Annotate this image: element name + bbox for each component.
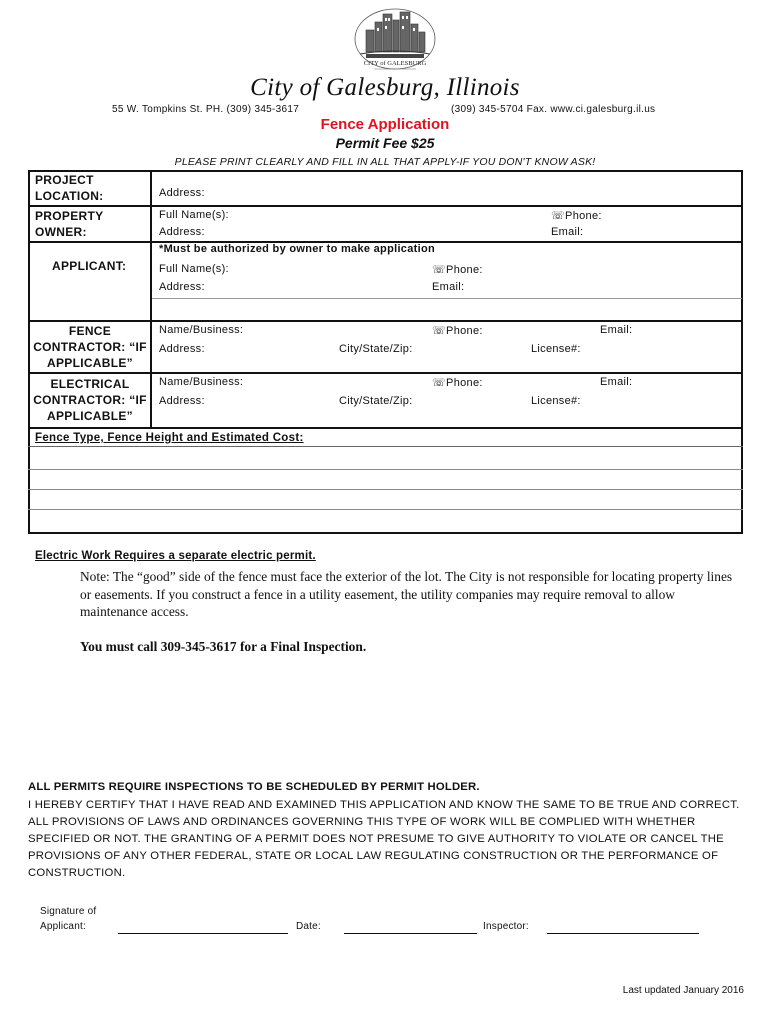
fence-contractor-label: FENCE CONTRACTOR: “IF APPLICABLE”: [33, 324, 147, 370]
fence-phone-field[interactable]: ☏Phone:: [432, 325, 483, 337]
applicant-address-field[interactable]: Address:: [159, 281, 205, 293]
fence-type-label: Fence Type, Fence Height and Estimated Cost:: [35, 432, 304, 444]
owner-email-field[interactable]: Email:: [551, 226, 584, 238]
inspection-heading: ALL PERMITS REQUIRE INSPECTIONS TO BE SCHEDULED BY PERMIT HOLDER.: [28, 781, 480, 793]
city-title: City of Galesburg, Illinois: [250, 74, 520, 101]
fence-address-field[interactable]: Address:: [159, 343, 205, 355]
address-phone: 55 W. Tompkins St. PH. (309) 345-3617: [112, 104, 300, 115]
fence-type-field[interactable]: [30, 447, 741, 532]
elec-city-field[interactable]: City/State/Zip:: [339, 395, 413, 407]
svg-text:CITY of GALESBURG: CITY of GALESBURG: [363, 60, 427, 67]
owner-address-field[interactable]: Address:: [159, 226, 205, 238]
inspector-label: Inspector:: [483, 921, 529, 932]
signature-label-line1: Signature of: [40, 906, 97, 917]
electrical-contractor-label: ELECTRICAL CONTRACTOR: “IF APPLICABLE”: [33, 377, 147, 423]
applicant-name-field[interactable]: Full Name(s):: [159, 263, 229, 275]
instructions: PLEASE PRINT CLEARLY AND FILL IN ALL THAT APPLY-IF YOU DON'T KNOW ASK!: [174, 156, 596, 168]
fence-license-field[interactable]: License#:: [531, 343, 581, 355]
fence-name-field[interactable]: Name/Business:: [159, 324, 244, 336]
electric-permit-note: Electric Work Requires a separate electric permit.: [35, 550, 316, 562]
form-title: Fence Application: [320, 116, 450, 133]
inspector-line[interactable]: [547, 933, 699, 934]
final-inspection-note: You must call 309-345-3617 for a Final Inspection.: [80, 639, 367, 654]
last-updated: Last updated January 2016: [622, 985, 744, 996]
property-owner-label: PROPERTY OWNER:: [35, 209, 104, 239]
fence-note: Note: The “good” side of the fence must face the exterior of the lot. The City is not responsible for locating property lines or easements. If you construct a fence in a utility easement, the utility companies may require removal to allow maintenance access.: [80, 569, 733, 619]
signature-label-line2: Applicant:: [40, 921, 86, 932]
elec-license-field[interactable]: License#:: [531, 395, 581, 407]
project-location-label: PROJECT LOCATION:: [35, 173, 104, 203]
applicant-phone-field[interactable]: ☏Phone:: [432, 264, 483, 276]
elec-email-field[interactable]: Email:: [600, 376, 633, 388]
certification-text: I HEREBY CERTIFY THAT I HAVE READ AND EXAMINED THIS APPLICATION AND KNOW THE SAME TO BE TRUE AND CORRECT. ALL PROVISIONS OF LAWS AND ORDINANCES GOVERNING THIS TYPE OF WORK WILL BE COMPLIED WITH WHETHER SPECIFIED OR NOT. THE GRANTING OF A PERMIT DOES NOT PRESUME TO GIVE AUTHORITY TO VIOLATE OR CANCEL THE PROVISIONS OF ANY OTHER FEDERAL, STATE OR LOCAL LAW REGULATING CONSTRUCTION OR THE PERFORMANCE OF CONSTRUCTION.: [28, 799, 740, 879]
date-line[interactable]: [344, 933, 477, 934]
applicant-email-field[interactable]: Email:: [432, 281, 465, 293]
permit-fee: Permit Fee $25: [335, 135, 435, 151]
city-logo: [352, 4, 438, 74]
elec-name-field[interactable]: Name/Business:: [159, 376, 244, 388]
owner-name-field[interactable]: Full Name(s):: [159, 209, 229, 221]
authorization-note: *Must be authorized by owner to make application: [159, 243, 435, 255]
date-label: Date:: [296, 921, 321, 932]
fax-website: (309) 345-5704 Fax. www.ci.galesburg.il.us: [451, 104, 656, 115]
signature-line[interactable]: [118, 933, 288, 934]
applicant-label: APPLICANT:: [52, 259, 127, 273]
owner-phone-field[interactable]: ☏Phone:: [551, 210, 602, 222]
elec-address-field[interactable]: Address:: [159, 395, 205, 407]
elec-phone-field[interactable]: ☏Phone:: [432, 377, 483, 389]
fence-email-field[interactable]: Email:: [600, 324, 633, 336]
project-address-field[interactable]: Address:: [159, 187, 205, 199]
fence-city-field[interactable]: City/State/Zip:: [339, 343, 413, 355]
